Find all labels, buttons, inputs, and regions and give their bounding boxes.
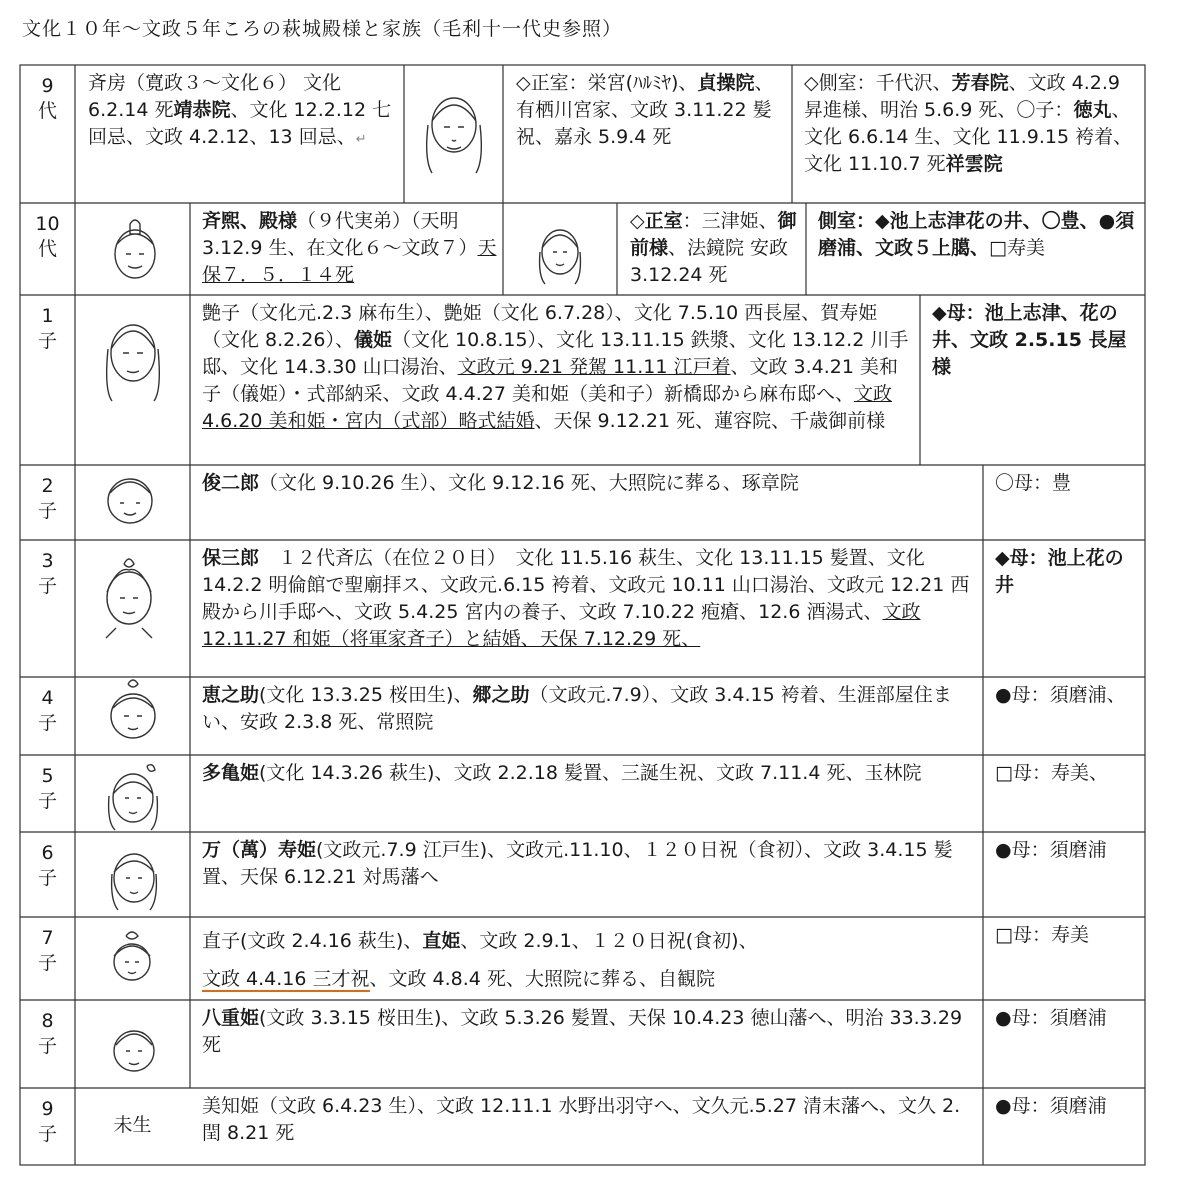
child-entry: 保三郎 １２代斉広（在位２０日） 文化 11.5.16 萩生、文化 13.11.15 髪置、文化 14.2.2 明倫館で聖廟拝ス、文政元.6.15 袴着、文政元 10.11 山口湯治、文政元 12.21 西殿から川手邸へ、文政 5.4.25 宮内の養子、文政 7.10.22 疱瘡、12.6 酒湯式、文政 12.11.27 和姫（将軍家斉子）と結婚、天保 7.12.29 死、 — [202, 547, 970, 650]
child-entry: 直子(文政 2.4.16 萩生)、直姫、文政 2.9.1、１２０日祝(食初)、 文政 4.4.16 三才祝、文政 4.8.4 死、大照院に葬る、自観院 — [202, 930, 758, 990]
mother-entry: ●母：須磨浦 — [995, 839, 1107, 861]
generation-label: 4 子 — [37, 687, 57, 734]
concubine-entry: ◇側室：千代沢、芳春院、文政 4.2.9 昇進様、明治 5.6.9 死、〇子：徳丸、文化 6.6.14 生、文化 11.9.15 袴着、文化 11.10.7 死祥雲院 — [804, 72, 1133, 175]
child-entry: 美知姫（文政 6.4.23 生）、文政 12.11.1 水野出羽守へ、文久元.5.27 清末藩へ、文久 2.閏 8.21 死 — [202, 1095, 961, 1144]
mother-entry: ●母：須磨浦 — [995, 1007, 1107, 1029]
child-entry: 恵之助(文化 13.3.25 桜田生)、郷之助（文政元.7.9）、文政 3.4.15 袴着、生涯部屋住まい、安政 2.3.8 死、常照院 — [202, 684, 952, 733]
child-entry: 八重姫(文政 3.3.15 桜田生)、文政 5.3.26 髪置、天保 10.4.23 徳山藩へ、明治 33.3.29 死 — [202, 1007, 963, 1056]
portrait-lord-icon — [100, 210, 170, 290]
portrait-lady-icon — [525, 212, 595, 287]
lord-entry: 斉房（寛政３～文化６） 文化 6.2.14 死靖恭院、文化 12.2.12 七回忌、文政 4.2.12、13 回忌、↵ — [88, 72, 392, 148]
portrait-child-icon — [90, 465, 170, 537]
generation-label: 2 子 — [37, 475, 57, 522]
generation-label: 9 子 — [37, 1098, 57, 1145]
generation-label: 9 代 — [37, 75, 57, 122]
unborn-label: 未生 — [113, 1114, 152, 1136]
portrait-child-icon — [98, 672, 168, 752]
portrait-child-icon — [100, 922, 164, 994]
child-entry: 多亀姫(文化 14.3.26 萩生)、文政 2.2.18 髪置、三誕生祝、文政 7.11.4 死、玉林院 — [202, 762, 922, 784]
portrait-child-icon — [88, 548, 170, 640]
principal-wife-entry: ◇正室：三津姫、御前様、法鏡院 安政 3.12.24 死 — [630, 210, 797, 286]
mother-entry: □母：寿美 — [995, 924, 1089, 946]
mother-entry: □母：寿美、 — [995, 762, 1108, 784]
mother-entry: ●母：須磨浦 — [995, 1095, 1107, 1117]
highlighted-event: 文政 4.4.16 三才祝 — [202, 968, 370, 990]
principal-wife-entry: ◇正室：栄宮(ﾊﾙﾐﾔ)、貞操院、有栖川宮家、文政 3.11.22 髪祝、嘉永 5.9.4 死 — [516, 72, 774, 148]
mother-entry: ●母：須磨浦、 — [995, 684, 1126, 706]
generation-label: 10 代 — [35, 213, 60, 260]
page-title: 文化１０年～文政５年ころの萩城殿様と家族（毛利十一代史参照） — [22, 18, 623, 40]
portrait-child-icon — [96, 838, 172, 914]
portrait-child-icon — [95, 756, 171, 832]
portrait-lady-icon — [410, 85, 498, 175]
mother-entry: 〇母：豊 — [995, 472, 1072, 494]
generation-label: 1 子 — [37, 305, 57, 352]
generation-label: 8 子 — [37, 1010, 57, 1057]
generation-label: 5 子 — [37, 765, 57, 812]
generation-label: 3 子 — [37, 550, 57, 597]
mother-entry: ◆母：池上花の井 — [995, 547, 1124, 596]
child-entry: 万（萬）寿姫(文政元.7.9 江戸生)、文政元.11.10、１２０日祝（食初）、文政 3.4.15 髪置、天保 6.12.21 対馬藩へ — [202, 839, 953, 888]
child-entry: 俊二郎（文化 9.10.26 生）、文化 9.12.16 死、大照院に葬る、琢章院 — [202, 472, 799, 494]
portrait-child-icon — [102, 1015, 166, 1085]
mother-entry: ◆母：池上志津、花の井、文政 2.5.15 長屋様 — [932, 302, 1127, 378]
lord-entry: 斉煕、殿様（９代実弟）（天明 3.12.9 生、在文化６～文政７）天保７．５．１４死 — [202, 210, 497, 286]
generation-label: 7 子 — [37, 927, 57, 974]
concubine-entry: 側室：◆池上志津花の井、〇豊、●須磨浦、文政５上臈、□寿美 — [818, 210, 1135, 259]
generation-label: 6 子 — [37, 842, 57, 889]
child-entry: 艶子（文化元.2.3 麻布生）、艶姫（文化 6.7.28）、文化 7.5.10 西長屋、賀寿姫（文化 8.2.26）、儀姫（文化 10.8.15）、文化 13.11.15 鉄漿、文化 13.12.2 川手邸、文化 14.3.30 山口湯治、文政元 9.21 発駕 11.11 江戸着、文政 3.4.21 美和子（儀姫）・式部納采、文政 4.4.27 美和姫（美和子）新橋邸から麻布邸へ、文政 4.6.20 美和姫・宮内（式部）略式結婚、天保 9.12.21 死、蓮容院、千歳御前様 — [202, 302, 909, 432]
portrait-child-icon — [88, 305, 178, 405]
